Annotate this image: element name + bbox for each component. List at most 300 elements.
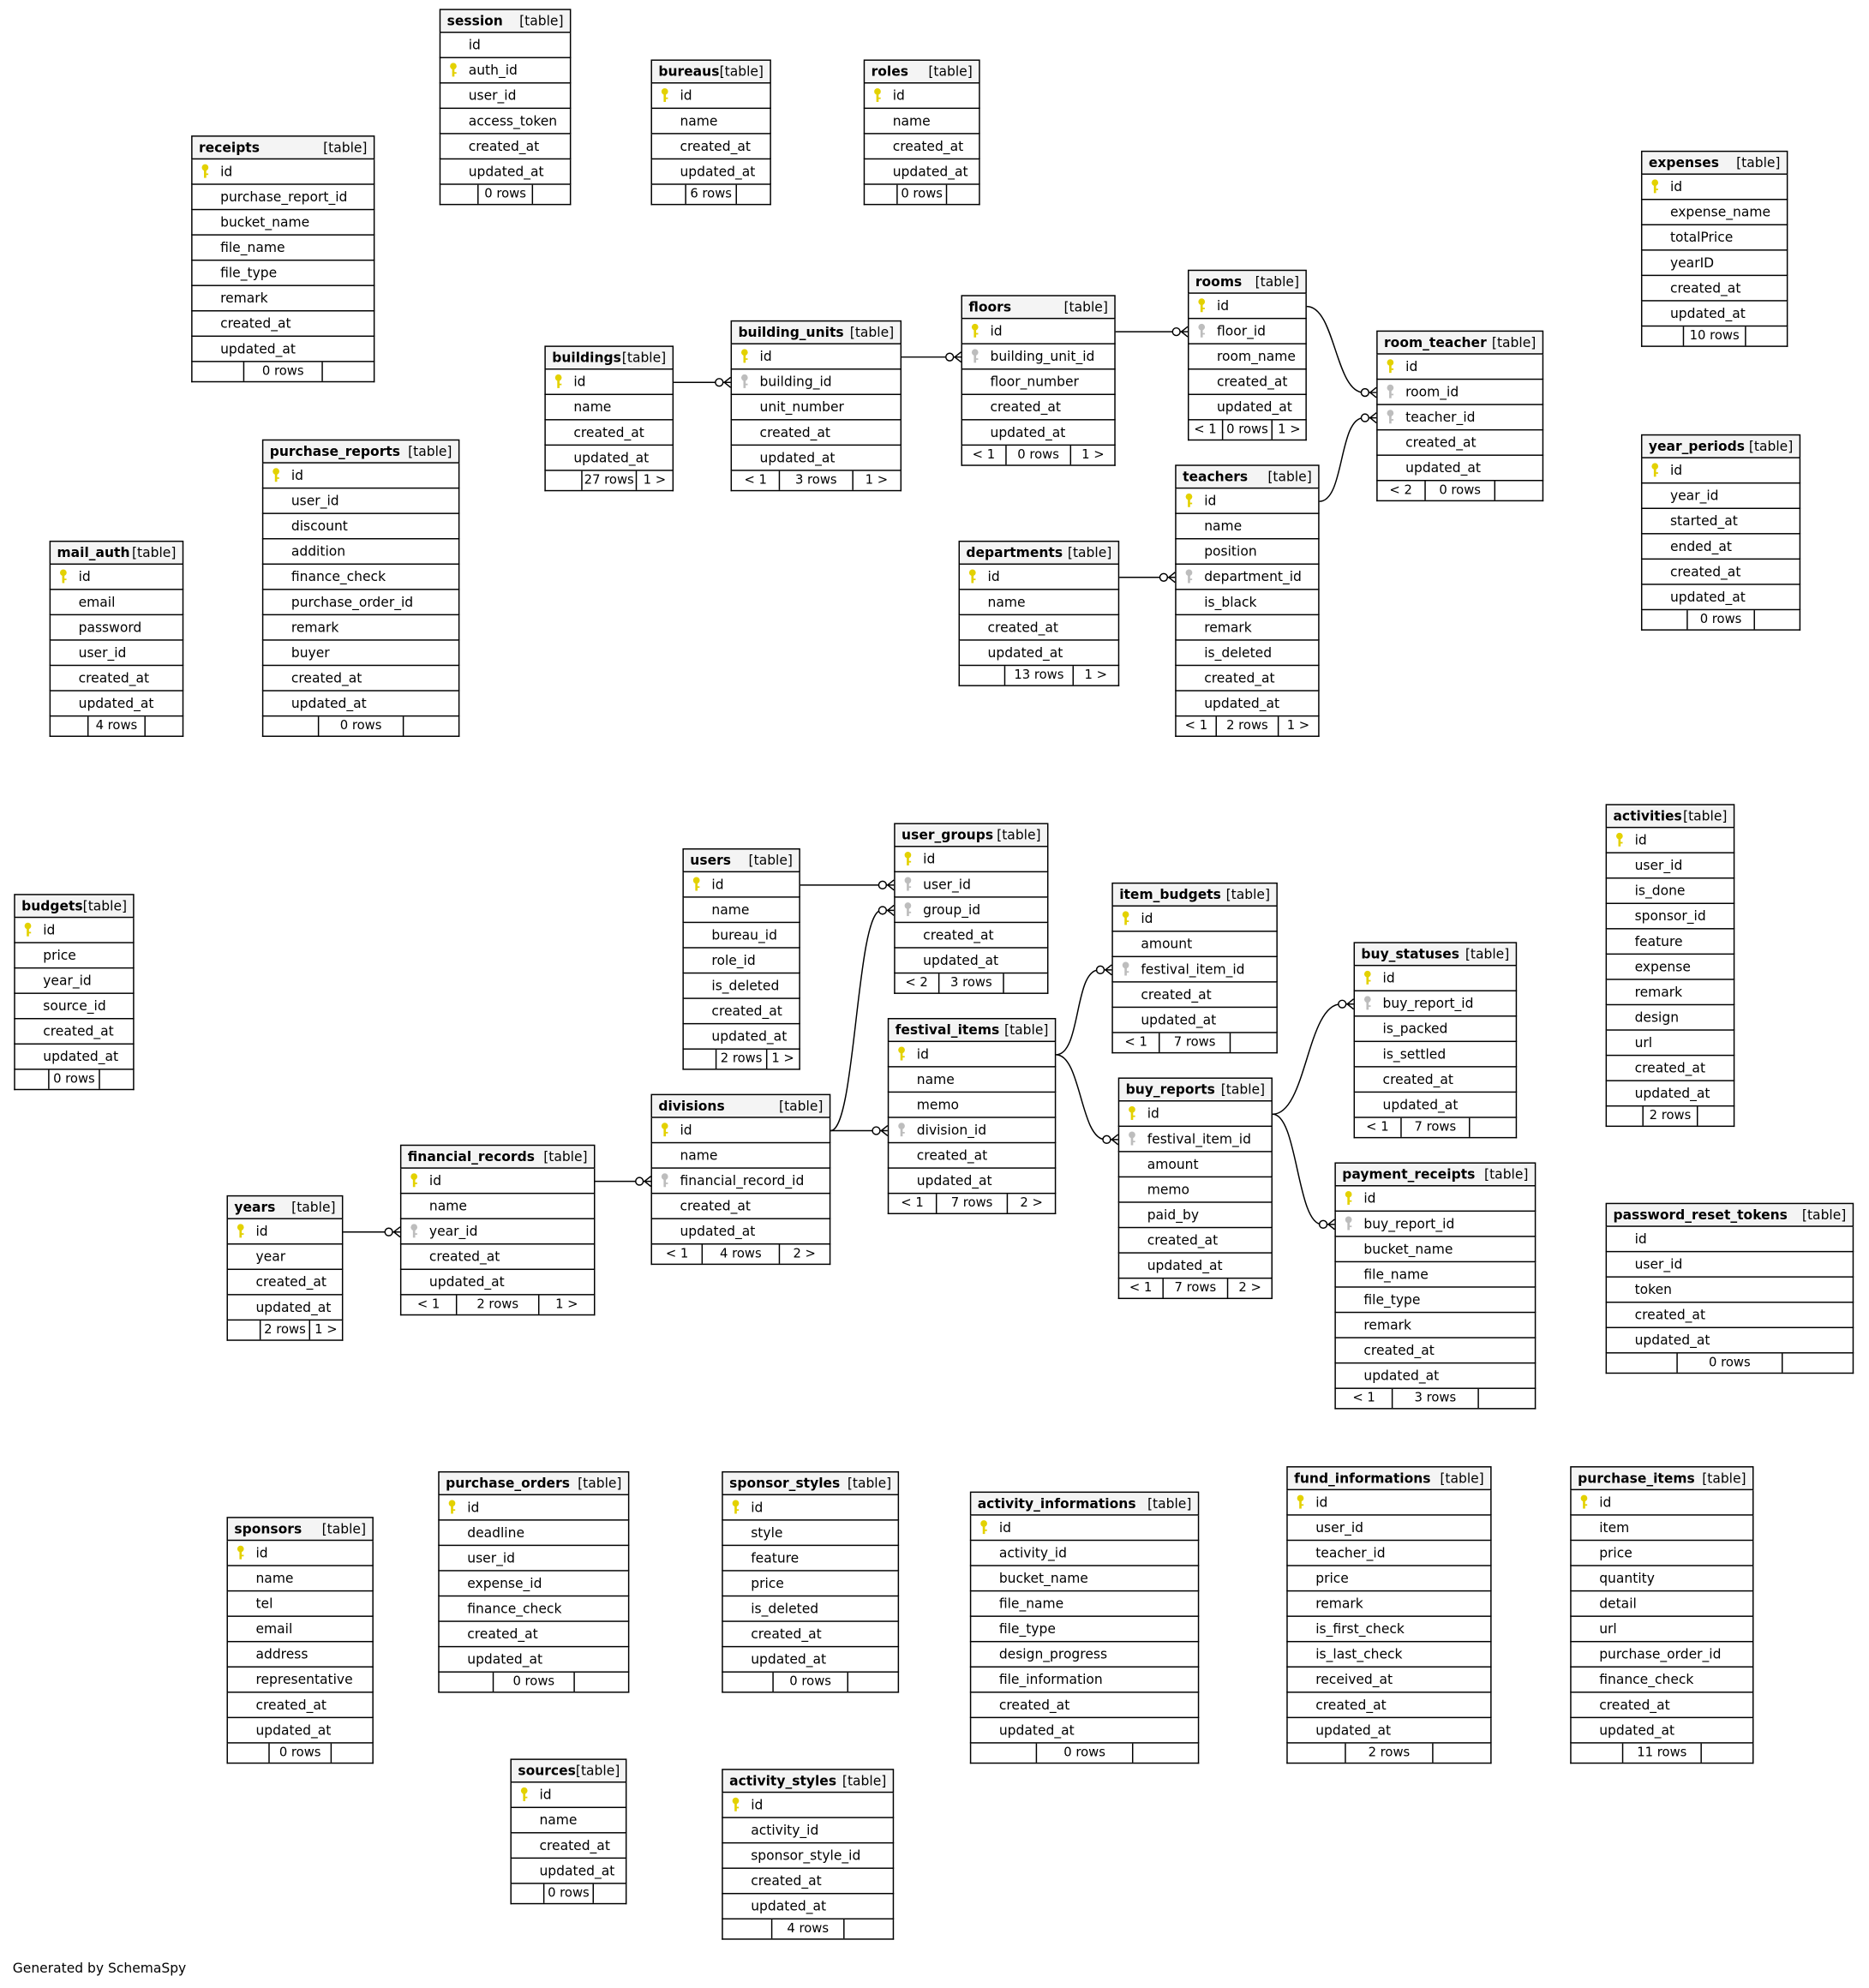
column-row[interactable] [262, 590, 460, 616]
table-purchase-reports[interactable] [262, 440, 460, 737]
column-row[interactable] [970, 1591, 1199, 1617]
column-row[interactable] [544, 395, 674, 421]
parent-count[interactable]: < 1 [652, 1244, 704, 1263]
column-row[interactable] [544, 421, 674, 446]
table-rooms[interactable] [1188, 270, 1307, 440]
column-row[interactable] [1641, 535, 1800, 560]
child-count[interactable]: 2 > [1238, 1281, 1261, 1296]
column-row[interactable] [1606, 1056, 1735, 1081]
column-row[interactable] [226, 1718, 373, 1744]
table-building-units[interactable] [731, 320, 902, 491]
parent-count[interactable]: < 1 [889, 1194, 937, 1213]
child-count[interactable]: 2 > [1020, 1196, 1043, 1211]
column-row[interactable] [440, 84, 572, 110]
column-row[interactable] [14, 1045, 134, 1070]
column-row[interactable] [731, 369, 902, 395]
parent-count[interactable]: < 1 [401, 1296, 457, 1314]
column-row[interactable] [1354, 1068, 1518, 1093]
column-row[interactable] [191, 286, 374, 312]
column-row[interactable] [438, 1521, 629, 1547]
table-buy-statuses[interactable] [1354, 942, 1518, 1138]
column-row[interactable] [1570, 1718, 1753, 1744]
row-count: 0 rows [1678, 1354, 1783, 1373]
column-row[interactable] [1334, 1313, 1536, 1338]
column-row[interactable] [894, 949, 1048, 974]
parent-count[interactable]: < 1 [1355, 1118, 1401, 1137]
column-row[interactable] [970, 1718, 1199, 1744]
column-row[interactable] [400, 1194, 596, 1219]
column-row[interactable] [50, 692, 184, 717]
column-row[interactable] [438, 1647, 629, 1673]
table-buildings[interactable] [544, 345, 674, 491]
column-row[interactable] [1111, 907, 1278, 932]
column-row[interactable] [1606, 1278, 1854, 1303]
column-name: is_black [1204, 594, 1257, 610]
table-year-periods[interactable] [1641, 434, 1800, 631]
column-row[interactable] [1111, 957, 1278, 983]
child-count[interactable]: 1 > [1084, 668, 1107, 683]
child-count[interactable]: 1 > [1286, 719, 1310, 734]
column-row[interactable] [722, 1521, 899, 1547]
column-row[interactable] [650, 135, 770, 160]
child-count[interactable]: 1 > [771, 1051, 794, 1067]
column-row[interactable] [1175, 565, 1319, 590]
column-row[interactable] [50, 641, 184, 667]
column-row[interactable] [959, 590, 1120, 616]
column-row[interactable] [191, 236, 374, 261]
column-row[interactable] [722, 1596, 899, 1622]
table-floors[interactable] [961, 295, 1115, 465]
column-row[interactable] [1175, 692, 1319, 717]
column-row[interactable] [888, 1093, 1057, 1118]
table-user-groups[interactable] [894, 823, 1048, 993]
column-row[interactable] [1606, 930, 1735, 955]
column-row[interactable] [226, 1219, 343, 1245]
column-row[interactable] [731, 446, 902, 471]
column-row[interactable] [1118, 1153, 1273, 1178]
row-count: 0 rows [50, 1070, 100, 1089]
column-row[interactable] [1376, 405, 1543, 431]
column-row[interactable] [1188, 395, 1307, 421]
column-row[interactable] [1118, 1228, 1273, 1254]
parent-count[interactable]: < 2 [1378, 481, 1426, 500]
column-row[interactable] [1334, 1212, 1536, 1237]
table-password-reset-tokens[interactable] [1606, 1203, 1854, 1374]
column-row[interactable] [50, 565, 184, 590]
row-count: 3 rows [1393, 1389, 1479, 1408]
child-count[interactable]: 1 > [1278, 422, 1301, 437]
column-row[interactable] [1175, 615, 1319, 641]
column-row[interactable] [438, 1572, 629, 1597]
column-row[interactable] [1606, 1227, 1854, 1253]
column-name: updated_at [711, 1028, 788, 1045]
parent-count[interactable]: < 1 [1119, 1278, 1163, 1297]
column-row[interactable] [1606, 1328, 1854, 1354]
column-row[interactable] [682, 1024, 800, 1050]
column-row[interactable] [191, 337, 374, 362]
column-row[interactable] [682, 872, 800, 898]
child-count[interactable]: 1 > [555, 1297, 578, 1312]
column-row[interactable] [894, 898, 1048, 924]
column-row[interactable] [1286, 1541, 1491, 1566]
column-row[interactable] [1334, 1338, 1536, 1364]
table-session[interactable] [440, 9, 572, 205]
column-row[interactable] [650, 159, 770, 185]
column-row[interactable] [722, 1843, 894, 1869]
column-row[interactable] [1118, 1177, 1273, 1203]
column-row[interactable] [970, 1642, 1199, 1668]
column-row[interactable] [1175, 488, 1319, 514]
column-row[interactable] [50, 615, 184, 641]
column-row[interactable] [262, 488, 460, 514]
column-row[interactable] [1286, 1591, 1491, 1617]
column-row[interactable] [400, 1169, 596, 1195]
column-row[interactable] [1188, 294, 1307, 320]
column-row[interactable] [961, 344, 1115, 370]
column-row[interactable] [650, 84, 770, 110]
column-row[interactable] [14, 1019, 134, 1045]
table-festival-items[interactable] [888, 1018, 1057, 1214]
child-count[interactable]: 1 > [314, 1323, 338, 1338]
column-row[interactable] [650, 1143, 830, 1169]
column-row[interactable] [438, 1596, 629, 1622]
column-row[interactable] [1334, 1237, 1536, 1263]
column-row[interactable] [970, 1693, 1199, 1719]
column-row[interactable] [650, 1118, 830, 1144]
column-row[interactable] [1188, 369, 1307, 395]
column-row[interactable] [731, 344, 902, 370]
column-row[interactable] [400, 1219, 596, 1245]
column-row[interactable] [682, 898, 800, 924]
table-divisions[interactable] [650, 1094, 830, 1265]
table-sources[interactable] [510, 1758, 626, 1904]
column-row[interactable] [191, 159, 374, 185]
column-row[interactable] [731, 421, 902, 446]
column-row[interactable] [1641, 276, 1788, 302]
column-row[interactable] [262, 692, 460, 717]
column-row[interactable] [970, 1617, 1199, 1643]
column-row[interactable] [722, 1793, 894, 1818]
column-row[interactable] [722, 1572, 899, 1597]
column-row[interactable] [1111, 983, 1278, 1009]
column-row[interactable] [544, 369, 674, 395]
column-row[interactable] [14, 994, 134, 1020]
column-row[interactable] [1570, 1516, 1753, 1542]
column-row[interactable] [970, 1541, 1199, 1566]
column-row[interactable] [1606, 853, 1735, 879]
column-row[interactable] [440, 58, 572, 84]
table-sponsors[interactable] [226, 1517, 373, 1763]
column-row[interactable] [14, 968, 134, 994]
column-row[interactable] [440, 159, 572, 185]
table-departments[interactable] [959, 541, 1120, 686]
table-buy-reports[interactable] [1118, 1077, 1273, 1299]
column-row[interactable] [894, 872, 1048, 898]
column-row[interactable] [682, 999, 800, 1025]
column-row[interactable] [510, 1834, 626, 1859]
column-row[interactable] [1376, 380, 1543, 405]
column-row[interactable] [1376, 430, 1543, 456]
column-row[interactable] [888, 1068, 1057, 1093]
column-row[interactable] [722, 1894, 894, 1919]
column-row[interactable] [226, 1693, 373, 1719]
column-row[interactable] [1570, 1566, 1753, 1592]
column-row[interactable] [1376, 456, 1543, 482]
column-row[interactable] [438, 1495, 629, 1521]
table-activity-informations[interactable] [970, 1492, 1199, 1764]
column-row[interactable] [1606, 1302, 1854, 1328]
column-row[interactable] [226, 1591, 373, 1617]
table-bureaus[interactable] [650, 59, 770, 205]
table-financial-records[interactable] [400, 1145, 596, 1315]
column-row[interactable] [682, 973, 800, 999]
column-row[interactable] [1570, 1693, 1753, 1719]
column-row[interactable] [440, 33, 572, 58]
column-row[interactable] [1286, 1668, 1491, 1693]
column-row[interactable] [14, 918, 134, 943]
column-row[interactable] [722, 1622, 899, 1648]
table-mail-auth[interactable] [50, 541, 184, 737]
table-sponsor-styles[interactable] [722, 1471, 899, 1693]
column-row[interactable] [400, 1270, 596, 1296]
column-row[interactable] [1111, 932, 1278, 958]
table-roles[interactable] [864, 59, 980, 205]
column-row[interactable] [650, 1219, 830, 1245]
column-row[interactable] [894, 923, 1048, 949]
table-activity-styles[interactable] [722, 1769, 894, 1939]
column-row[interactable] [1188, 319, 1307, 344]
column-row[interactable] [191, 210, 374, 236]
column-row[interactable] [722, 1869, 894, 1895]
column-row[interactable] [1286, 1642, 1491, 1668]
column-row[interactable] [1641, 225, 1788, 251]
column-row[interactable] [1111, 1008, 1278, 1033]
column-row[interactable] [888, 1143, 1057, 1169]
column-row[interactable] [970, 1668, 1199, 1693]
column-row[interactable] [226, 1668, 373, 1693]
column-row[interactable] [1354, 1093, 1518, 1118]
column-row[interactable] [1354, 966, 1518, 991]
column-row[interactable] [970, 1566, 1199, 1592]
column-row[interactable] [1354, 1017, 1518, 1043]
column-row[interactable] [1334, 1262, 1536, 1288]
column-row[interactable] [1641, 585, 1800, 611]
column-row[interactable] [722, 1818, 894, 1844]
column-row[interactable] [961, 421, 1115, 446]
table-fund-informations[interactable] [1286, 1466, 1491, 1763]
column-row[interactable] [961, 395, 1115, 421]
column-row[interactable] [894, 847, 1048, 873]
column-row[interactable] [1286, 1490, 1491, 1516]
parent-count[interactable]: < 1 [732, 471, 781, 490]
column-row[interactable] [1606, 1005, 1735, 1031]
column-row[interactable] [650, 1194, 830, 1219]
column-row[interactable] [191, 185, 374, 211]
table-header [722, 1471, 899, 1495]
column-row[interactable] [864, 84, 980, 110]
column-row[interactable] [1570, 1642, 1753, 1668]
column-row[interactable] [888, 1118, 1057, 1144]
column-row[interactable] [1641, 200, 1788, 225]
column-name: updated_at [468, 164, 544, 180]
column-row[interactable] [1188, 344, 1307, 370]
column-row[interactable] [1334, 1187, 1536, 1213]
column-row[interactable] [650, 109, 770, 135]
column-row[interactable] [1175, 539, 1319, 565]
column-row[interactable] [1175, 590, 1319, 616]
column-row[interactable] [510, 1782, 626, 1808]
column-row[interactable] [1570, 1617, 1753, 1643]
column-row[interactable] [191, 311, 374, 337]
column-row[interactable] [1641, 251, 1788, 277]
table-footer [864, 185, 980, 206]
column-row[interactable] [1286, 1516, 1491, 1542]
column-row[interactable] [1641, 509, 1800, 535]
column-row[interactable] [888, 1042, 1057, 1068]
column-row[interactable] [731, 395, 902, 421]
table-footer [1641, 610, 1800, 631]
child-count[interactable]: 1 > [1081, 448, 1105, 463]
table-receipts[interactable] [191, 135, 374, 382]
column-row[interactable] [262, 641, 460, 667]
column-row[interactable] [1606, 828, 1735, 853]
column-row[interactable] [510, 1808, 626, 1834]
parent-count[interactable]: < 1 [1336, 1389, 1393, 1408]
column-row[interactable] [1286, 1566, 1491, 1592]
column-row[interactable] [1570, 1668, 1753, 1693]
column-row[interactable] [1286, 1617, 1491, 1643]
column-row[interactable] [400, 1244, 596, 1270]
table-room-teacher[interactable] [1376, 331, 1543, 501]
column-row[interactable] [1570, 1490, 1753, 1516]
table-activities[interactable] [1606, 804, 1735, 1127]
child-count[interactable]: 1 > [865, 473, 889, 488]
column-row[interactable] [1606, 1252, 1854, 1278]
table-purchase-items[interactable] [1570, 1466, 1753, 1763]
parent-count[interactable]: < 1 [1113, 1033, 1160, 1052]
table-item-budgets[interactable] [1111, 883, 1278, 1053]
column-row[interactable] [1175, 514, 1319, 540]
column-row[interactable] [1606, 980, 1735, 1006]
column-row[interactable] [262, 666, 460, 692]
column-row[interactable] [888, 1169, 1057, 1195]
column-row[interactable] [262, 565, 460, 590]
column-row[interactable] [1334, 1288, 1536, 1314]
table-years[interactable] [226, 1195, 343, 1341]
parent-count[interactable]: < 1 [962, 446, 1006, 464]
child-count[interactable]: 2 > [793, 1247, 816, 1261]
column-row[interactable] [1641, 175, 1788, 201]
column-name: started_at [1669, 513, 1738, 529]
column-row[interactable] [1606, 1081, 1735, 1107]
column-row[interactable] [970, 1516, 1199, 1542]
column-row[interactable] [864, 135, 980, 160]
table-purchase-orders[interactable] [438, 1471, 629, 1693]
column-row[interactable] [438, 1622, 629, 1648]
column-row[interactable] [1286, 1718, 1491, 1744]
column-row[interactable] [1606, 1031, 1735, 1057]
column-row[interactable] [1118, 1102, 1273, 1128]
parent-count[interactable]: < 2 [896, 973, 939, 992]
column-row[interactable] [50, 666, 184, 692]
column-row[interactable] [1354, 991, 1518, 1017]
column-row[interactable] [1334, 1363, 1536, 1389]
column-row[interactable] [438, 1546, 629, 1572]
column-row[interactable] [1570, 1591, 1753, 1617]
column-row[interactable] [440, 109, 572, 135]
column-row[interactable] [1175, 666, 1319, 692]
column-row[interactable] [1376, 355, 1543, 380]
column-row[interactable] [510, 1859, 626, 1884]
column-row[interactable] [1641, 458, 1800, 484]
column-row[interactable] [1118, 1254, 1273, 1279]
column-row[interactable] [262, 539, 460, 565]
column-row[interactable] [722, 1647, 899, 1673]
column-row[interactable] [191, 260, 374, 286]
column-row[interactable] [959, 615, 1120, 641]
column-row[interactable] [1606, 955, 1735, 980]
parent-count[interactable]: < 1 [1177, 716, 1218, 735]
column-row[interactable] [440, 135, 572, 160]
column-row[interactable] [226, 1617, 373, 1643]
column-row[interactable] [650, 1169, 830, 1195]
table-name: activities [1613, 808, 1682, 824]
table-budgets[interactable] [14, 894, 134, 1090]
column-row[interactable] [50, 590, 184, 616]
column-row[interactable] [226, 1642, 373, 1668]
column-row[interactable] [864, 109, 980, 135]
parent-count[interactable]: < 1 [1189, 421, 1222, 440]
column-row[interactable] [682, 949, 800, 974]
column-row[interactable] [1641, 302, 1788, 327]
table-payment-receipts[interactable] [1334, 1162, 1536, 1409]
column-row[interactable] [1175, 641, 1319, 667]
column-row[interactable] [1354, 1042, 1518, 1068]
column-row[interactable] [226, 1566, 373, 1592]
column-row[interactable] [226, 1270, 343, 1296]
column-row[interactable] [262, 514, 460, 540]
table-expenses[interactable] [1641, 151, 1788, 347]
table-teachers[interactable] [1175, 464, 1319, 737]
child-count[interactable]: 1 > [643, 473, 667, 488]
column-row[interactable] [961, 319, 1115, 344]
column-row[interactable] [14, 943, 134, 969]
column-row[interactable] [226, 1296, 343, 1321]
column-row[interactable] [959, 565, 1120, 590]
optional-marker [1103, 1135, 1111, 1143]
column-row[interactable] [1641, 560, 1800, 585]
column-row[interactable] [961, 369, 1115, 395]
column-row[interactable] [1570, 1541, 1753, 1566]
column-row[interactable] [1286, 1693, 1491, 1719]
column-row[interactable] [262, 464, 460, 489]
column-row[interactable] [1118, 1203, 1273, 1229]
column-row[interactable] [544, 446, 674, 471]
column-row[interactable] [262, 615, 460, 641]
column-row[interactable] [864, 159, 980, 185]
column-row[interactable] [722, 1495, 899, 1521]
column-row[interactable] [226, 1244, 343, 1270]
column-row[interactable] [682, 923, 800, 949]
column-row[interactable] [226, 1541, 373, 1566]
column-row[interactable] [1118, 1127, 1273, 1153]
column-row[interactable] [1606, 878, 1735, 904]
column-row[interactable] [959, 641, 1120, 667]
table-users[interactable] [682, 848, 800, 1070]
column-row[interactable] [1641, 483, 1800, 509]
column-row[interactable] [722, 1546, 899, 1572]
column-row[interactable] [1606, 904, 1735, 930]
